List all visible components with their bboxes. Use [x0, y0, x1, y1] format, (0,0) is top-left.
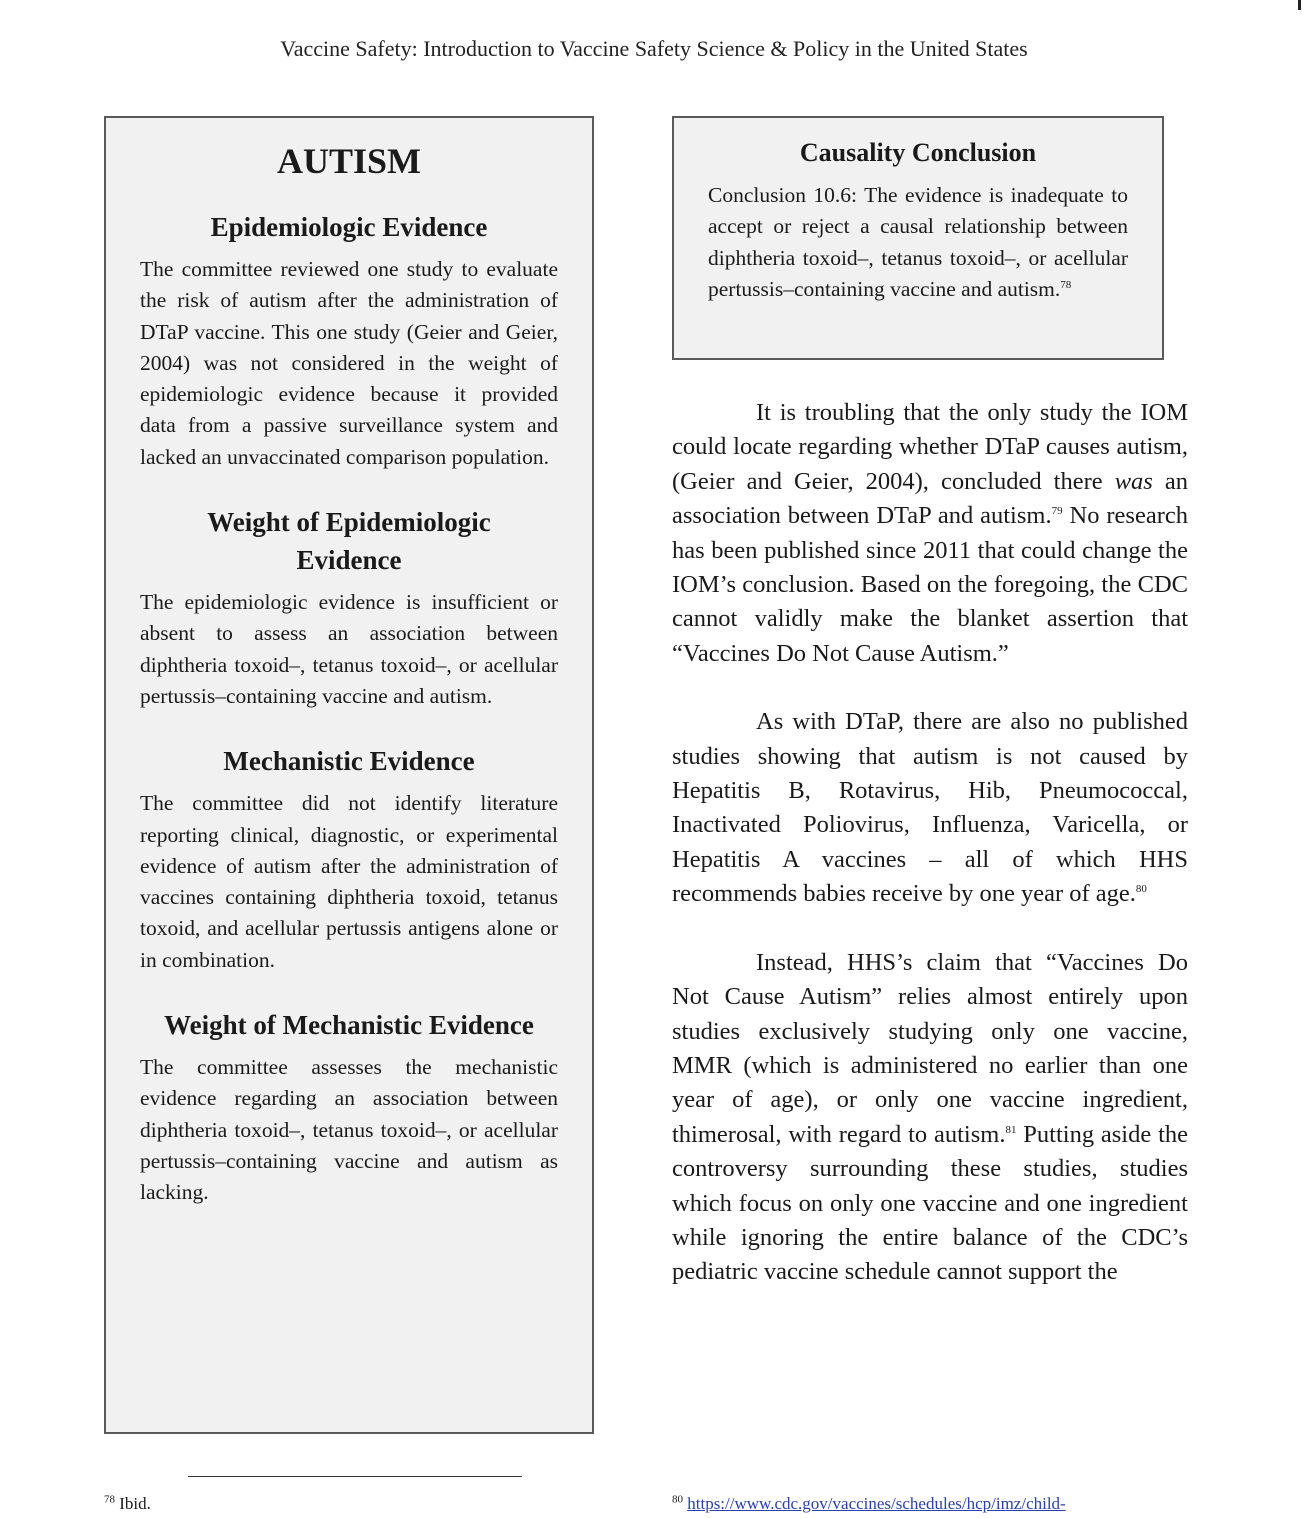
footnote-78	[104, 1494, 151, 1514]
running-header: Vaccine Safety: Introduction to Vaccine Safety Science & Policy in the United States	[280, 36, 1028, 61]
emphasis-was: was	[1114, 467, 1153, 495]
section-body-weight-mechanistic: The committee assesses the mechanistic evidence regarding an association between diphtheria toxoid–, tetanus toxoid–, or acellular pertussis–containing vaccine and autism as lacking.	[140, 1055, 558, 1205]
conclusion-text: Conclusion 10.6: The evidence is inadequate to accept or reject a causal relationship between diphtheria toxoid–, tetanus toxoid–, or acellular pertussis–containing vaccine and autism.	[708, 183, 1128, 301]
section-body-weight-epidemiologic: The epidemiologic evidence is insufficient or absent to assess an association between diphtheria toxoid–, tetanus toxoid–, or acellular pertussis–containing vaccine and autism.	[140, 590, 558, 708]
paragraph-text: Instead, HHS’s claim that “Vaccines Do Not Cause Autism” relies almost entirely upon studies exclusively studying only one vaccine, MMR (which is administered no earlier than one year of age), or only one vaccine ingredient, thimerosal, with regard to autism.	[672, 948, 1188, 1148]
paragraph-other-vaccines	[672, 705, 1188, 911]
footnote-80	[672, 1494, 1066, 1514]
paragraph-dtap	[672, 396, 1188, 671]
paragraph-hhs-claim	[672, 946, 1188, 1290]
autism-evidence-box	[104, 116, 594, 1434]
footnote-separator	[188, 1476, 522, 1477]
section-body-mechanistic: The committee did not identify literature reporting clinical, diagnostic, or experimental evidence of autism after the administration of vaccines containing diphtheria toxoid, tetanus toxoid, and acellular pertussis antigens alone or in combination.	[140, 791, 558, 972]
page-corner-mark	[1298, 0, 1301, 10]
footnote-ref-81: 81	[1005, 1123, 1017, 1136]
paragraph-text: an association between DTaP and autism.	[672, 467, 1188, 530]
causality-conclusion-text	[708, 180, 1128, 305]
section-heading-epidemiologic: Epidemiologic Evidence	[210, 212, 488, 242]
causality-conclusion-box	[672, 116, 1164, 360]
footnote-ref-80: 80	[1135, 883, 1147, 896]
paragraph-text: It is troubling that the only study the IOM could locate regarding whether DTaP causes autism, (Geier and Geier, 2004), concluded there	[672, 399, 1188, 495]
section-heading-weight-epidemiologic: Weight of Epidemiologic Evidence	[207, 507, 491, 576]
footnote-ref-79: 79	[1051, 505, 1063, 518]
paragraph-text: Putting aside the controversy surrounding these studies, studies which focus on only one vaccine and one ingredient while ignoring the entire balance of the CDC’s pediatric vaccine schedule cannot support the	[672, 1120, 1188, 1286]
causality-conclusion-title: Causality Conclusion	[799, 138, 1037, 167]
cdc-schedule-link[interactable]: https://www.cdc.gov/vaccines/schedules/hcp/imz/child-	[687, 1494, 1066, 1513]
paragraph-text: No research has been published since 2011 that could change the IOM’s conclusion. Based on the foregoing, the CDC cannot validly make the blanket assertion that “Vaccines Do Not Cause Autism.”	[672, 502, 1189, 667]
body-text-column	[672, 396, 1188, 1324]
footnote-number: 80	[672, 1493, 683, 1506]
paragraph-text: As with DTaP, there are also no published studies showing that autism is not caused by Hepatitis B, Rotavirus, Hib, Pneumococcal, Inactivated Poliovirus, Influenza, Varicella, or Hepatitis A vaccines – all of which HHS recommends babies receive by one year of age.	[672, 708, 1188, 908]
section-body-epidemiologic: The committee reviewed one study to evaluate the risk of autism after the administration of DTaP vaccine. This one study (Geier and Geier, 2004) was not considered in the weight of epidemiologic evidence because it provided data from a passive surveillance system and lacked an unvaccinated comparison population.	[140, 257, 558, 469]
footnote-text: Ibid.	[115, 1494, 151, 1513]
section-heading-weight-mechanistic: Weight of Mechanistic Evidence	[164, 1010, 534, 1041]
footnote-ref-78: 78	[1060, 278, 1072, 291]
section-heading-mechanistic: Mechanistic Evidence	[223, 746, 475, 777]
footnote-number: 78	[104, 1493, 115, 1506]
box-title: AUTISM	[276, 141, 422, 181]
